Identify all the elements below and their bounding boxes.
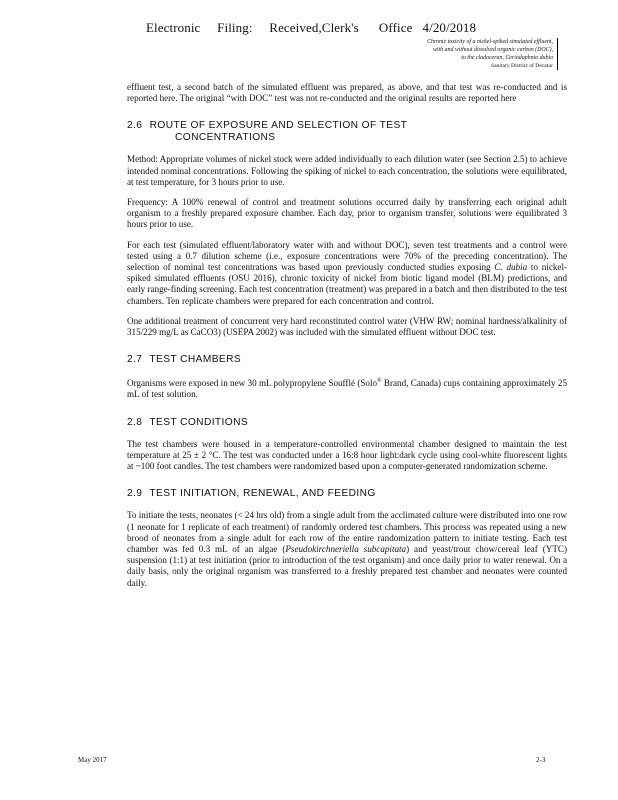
each-test-paragraph <box>127 240 567 307</box>
initiation-paragraph <box>127 510 567 588</box>
intro-paragraph: effluent test, a second batch of the simulated effluent was prepared, as above, and that test was re-conducted and is reported here. The original “with DOC” test was not re-conducted and the original results are reported here <box>127 82 567 104</box>
frequency-paragraph: Frequency: A 100% renewal of control and treatment solutions occurred daily by transferring each original adult organism to a freshly prepared exposure chamber. Each day, prior to organism transfer, solutions were equilibrated 3 hours prior to use. <box>127 197 567 230</box>
text-run: Brand, Canada) cups containing approximately 25 mL of test solution. <box>127 378 567 400</box>
footer-date: May 2017 <box>78 756 107 764</box>
text-run: Organisms were exposed in new 30 mL polypropylene Soufflé (Solo <box>127 378 378 389</box>
method-paragraph: Method: Appropriate volumes of nickel stock were added individually to each dilution water (see Section 2.5) to achieve intended nominal concentrations. Following the spiking of nickel to each concentration, the solutions were equilibrated, at test temperature, for 3 hours prior to use. <box>127 154 567 187</box>
section-title: TEST CONDITIONS <box>149 416 249 428</box>
filing-stamp: Electronic Filing: Received,Clerk's Office 4/20/2018 <box>146 20 477 35</box>
additional-treatment-paragraph: One additional treatment of concurrent very hard reconstituted control water (VHW RW; nominal hardness/alkalinity of 315/229 mg/L as CaCO3) (USEPA 2002) was included with the simulated effluent without DOC test. <box>127 315 567 338</box>
running-header-line: with and without dissolved organic carbon (DOC), <box>432 47 553 53</box>
species-name: Pseudokirchneriella subcapitata <box>285 543 407 554</box>
text-run: ) and yeast/trout chow/cereal leaf (YTC) suspension (1:1) at test initiation (prior to introduction of the test organism) and once daily prior to water renewal. On a daily basis, only the original organism was transferred to a freshly prepared test chamber and neonates were counted daily. <box>127 543 567 588</box>
section-title-continued: CONCENTRATIONS <box>175 132 276 144</box>
section-heading-2-8 <box>127 417 567 429</box>
text-run: For each test (simulated effluent/laboratory water with and without DOC), seven test treatments and a control were tested using a 0.7 dilution scheme (i.e., exposure concentrations were 70% of the preceding concentration). The selection of nominal test concentrations was based upon previously conducted studies exposing <box>127 239 567 273</box>
section-title: ROUTE OF EXPOSURE AND SELECTION OF TEST <box>149 120 408 132</box>
test-conditions-paragraph: The test chambers were housed in a temperature-controlled environmental chamber designed to maintain the test temperature at 25 ± 2 °C. The test was conducted under a 16:8 hour light:dark cycle using cool-white fluorescent lights at ~100 foot candles. The test chambers were randomized based upon a computer-generated randomization scheme. <box>127 438 567 472</box>
section-title: TEST CHAMBERS <box>149 354 242 366</box>
section-number: 2.6 <box>127 120 143 132</box>
section-number: 2.9 <box>127 488 143 500</box>
text-run: to nickel-spiked simulated effluents (OSU 2016), chronic toxicity of nickel from biotic ligand model (BLM) predictions, and early range-finding screening. Each test concentration (treatment) was prepared in a batch and then distributed to the test chambers. Ten replicate chambers were prepared for each concentration and control. <box>127 262 567 306</box>
section-heading-2-7 <box>127 354 567 366</box>
section-title: TEST INITIATION, RENEWAL, AND FEEDING <box>149 488 376 500</box>
text-run: To initiate the tests, neonates (< 24 hrs old) from a single adult from the acclimated culture were distributed into one row (1 neonate for 1 replicate of each treatment) of randomly ordered test chambers. This process was repeated using a new brood of neonates from a single adult for each row of the entire randomization pattern to initiate testing. Each test chamber was fed 0.3 mL of an algae ( <box>127 510 567 554</box>
test-chambers-paragraph <box>127 376 567 400</box>
document-body <box>127 82 567 598</box>
species-name: C. dubia <box>494 262 528 273</box>
section-heading-2-6 <box>127 120 567 144</box>
section-number: 2.8 <box>127 416 143 428</box>
running-header-line: to the cladoceran, Ceriodaphnia dubia <box>461 55 553 61</box>
running-header-line: Chronic toxicity of a nickel-spiked simulated effluent, <box>427 39 553 45</box>
page-number: 2-3 <box>536 756 546 764</box>
running-header-org: Sanitary District of Decatur <box>491 63 553 69</box>
section-number: 2.7 <box>127 354 143 366</box>
running-header <box>427 38 558 70</box>
section-heading-2-9 <box>127 488 567 500</box>
registered-mark: ® <box>377 378 382 385</box>
